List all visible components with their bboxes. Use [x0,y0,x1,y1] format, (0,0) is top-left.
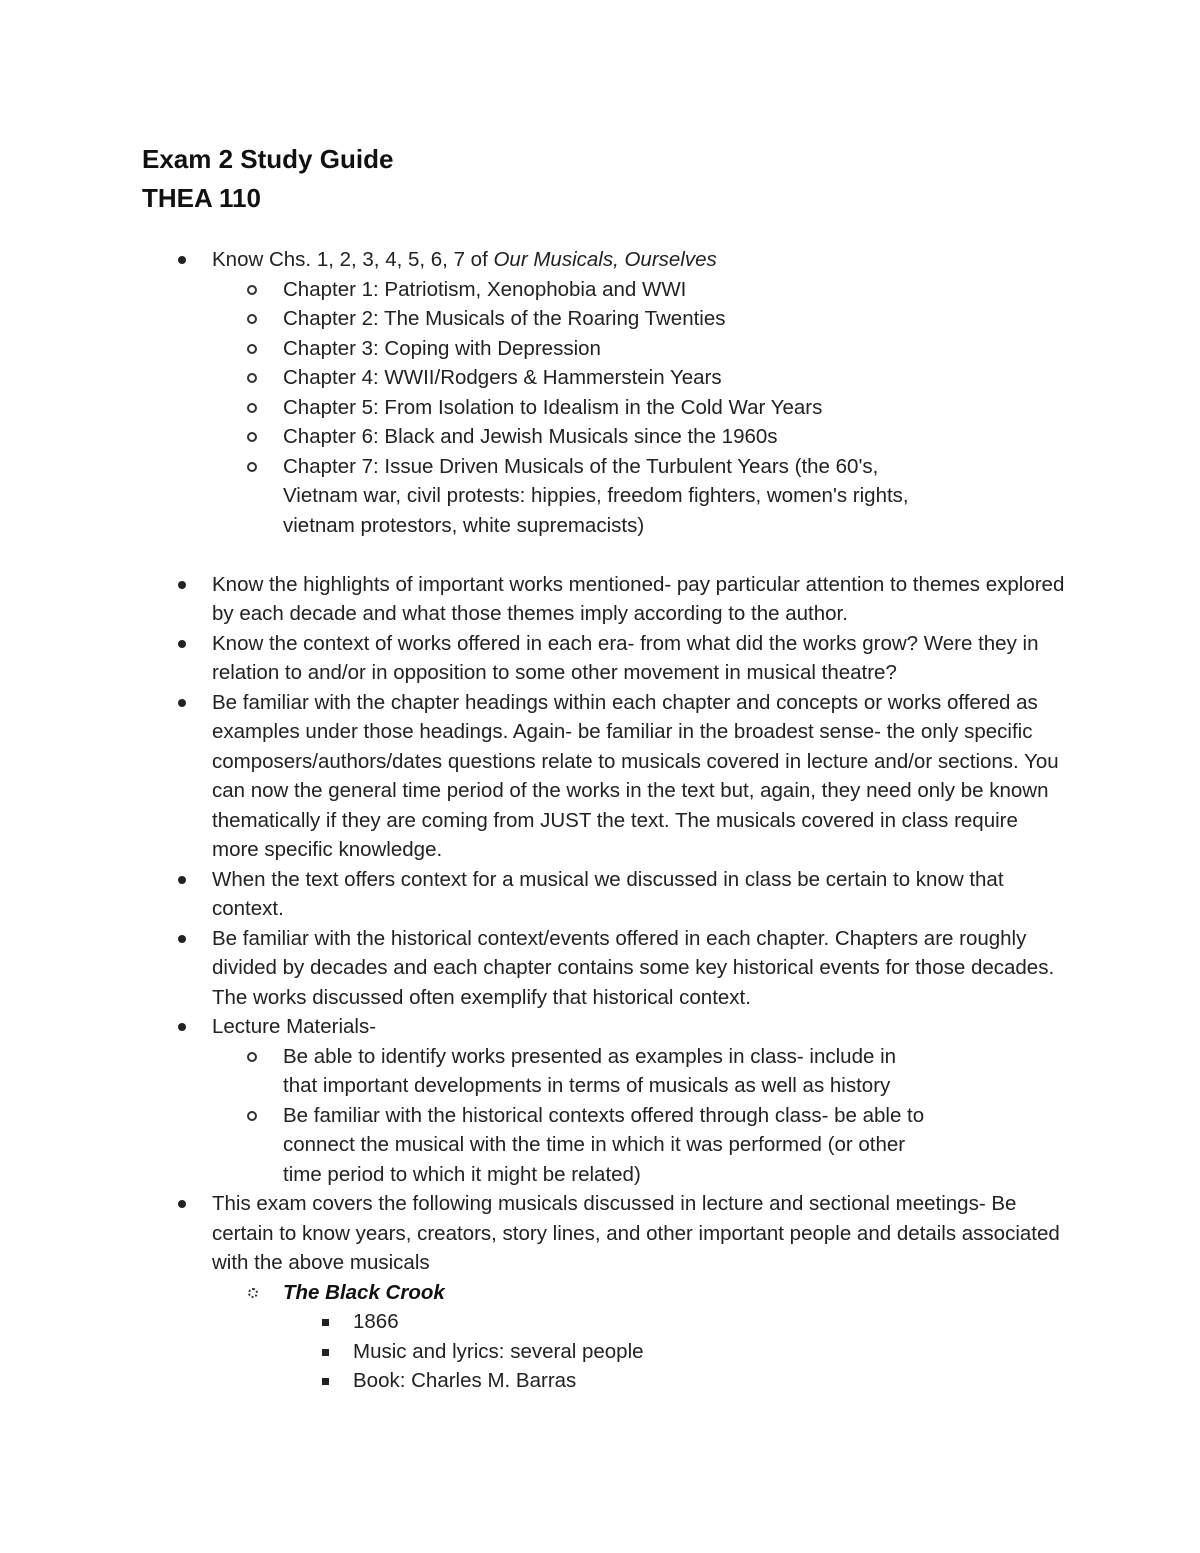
bullet-dot-icon [178,699,186,707]
exam-covers-text: This exam covers the following musicals discussed in lecture and sectional meetings- Be certain to know years, creators, story lines, and other important people and details associated with the above musicals [212,1192,1060,1274]
hollow-circle-bullet-icon [247,314,257,324]
musical-music-lyrics: Music and lyrics: several people [353,1339,644,1363]
lecture-item-text: Be familiar with the historical contexts offered through class- be able to connect the musical with the time in which it was performed (or other time period to which it might be related) [283,1103,925,1186]
chapter-label: Chapter 4: WWII/Rodgers & Hammerstein Years [283,366,722,389]
chapter-item [0,422,1065,452]
bullet-dot-icon [178,256,186,264]
book-title: Our Musicals, Ourselves [493,248,717,271]
chapter-item [0,452,1065,541]
hollow-circle-bullet-icon [247,373,257,383]
list-item [0,629,1200,688]
musical-year: 1866 [353,1310,399,1333]
lecture-materials-label: Lecture Materials- [212,1015,377,1038]
bullet-dot-icon [178,581,186,589]
list-item [0,570,1200,629]
chapter-item [0,393,1065,423]
bullet-text: Know the highlights of important works mentioned- pay particular attention to themes explored by each decade and what those themes imply according to the author. [212,572,1065,625]
bullet-dot-icon [178,876,186,884]
chapter-label: Chapter 3: Coping with Depression [283,336,601,360]
musical-book: Book: Charles M. Barras [353,1369,577,1392]
chapter-label: Chapter 6: Black and Jewish Musicals since the 1960s [283,425,778,448]
chapter-item [0,275,1065,305]
chapter-item [0,304,1065,334]
musical-details-list [0,1307,930,1396]
bullet-dot-icon [178,640,186,648]
bullet-text: Be familiar with the historical context/events offered in each chapter. Chapters are roughly divided by decades and each chapter contains some key historical events for those decades. The works discussed often exemplify that historical context. [212,926,1055,1009]
hollow-circle-bullet-icon [247,1111,257,1121]
bullet-dot-icon [178,1023,186,1031]
course-code: THEA 110 [142,183,261,213]
hollow-circle-bullet-icon [247,403,257,413]
chapter-label: Chapter 5: From Isolation to Idealism in the Cold War Years [283,395,823,419]
musical-title: The Black Crook [283,1280,445,1304]
list-item-exam-covers [0,1189,1200,1396]
square-bullet-icon [322,1349,329,1356]
musical-detail [0,1307,930,1337]
lecture-item [0,1042,1065,1101]
list-item [0,924,1200,1013]
dotted-circle-bullet-icon [248,1288,258,1298]
bullet-dot-icon [178,935,186,943]
main-bullet-list [0,245,1200,1396]
hollow-circle-bullet-icon [247,432,257,442]
musical-detail [0,1366,930,1396]
hollow-circle-bullet-icon [247,1052,257,1062]
bullet-text: Be familiar with the chapter headings within each chapter and concepts or works offered as examples under those headings. Again- be familiar in the broadest sense- the only specific composers/authors/dates questions relate to musicals covered in lecture and/or sections. You can now the general time period of the works in the text but, again, they need only be known thematically if they are coming from JUST the text. The musicals covered in class require more specific knowledge. [212,690,1059,861]
chapter-item [0,334,1065,364]
hollow-circle-bullet-icon [247,462,257,472]
list-item-know-chapters [0,245,1200,570]
chapter-list [0,275,1065,541]
square-bullet-icon [322,1378,329,1385]
document-title: Exam 2 Study Guide [142,144,394,174]
hollow-circle-bullet-icon [247,285,257,295]
chapter-label: Chapter 2: The Musicals of the Roaring Twenties [283,307,726,330]
lecture-item [0,1101,1065,1190]
list-item [0,688,1200,865]
chapter-label: Chapter 1: Patriotism, Xenophobia and WWI [283,277,687,301]
list-item-lecture-materials [0,1012,1200,1189]
blank-line [212,540,1065,570]
lecture-sublist [0,1042,1065,1190]
bullet-text: When the text offers context for a musical we discussed in class be certain to know that context. [212,867,1004,920]
musicals-list [0,1278,1065,1396]
musical-item [0,1278,1065,1396]
chapter-item [0,363,1065,393]
study-guide-content [0,245,1200,1396]
bullet-text: Know the context of works offered in each era- from what did the works grow? Were they in relation to and/or in opposition to some other movement in musical theatre? [212,631,1039,684]
square-bullet-icon [322,1319,329,1326]
list-item [0,865,1200,924]
know-chapters-prefix: Know Chs. 1, 2, 3, 4, 5, 6, 7 of [212,248,494,271]
bullet-dot-icon [178,1200,186,1208]
lecture-item-text: Be able to identify works presented as examples in class- include in that important developments in terms of musicals as well as history [283,1044,897,1097]
hollow-circle-bullet-icon [247,344,257,354]
chapter-label: Chapter 7: Issue Driven Musicals of the Turbulent Years (the 60's, Vietnam war, civil protests: hippies, freedom fighters, women's rights, vietnam protestors, white supremacists) [283,454,909,537]
musical-detail [0,1337,930,1367]
